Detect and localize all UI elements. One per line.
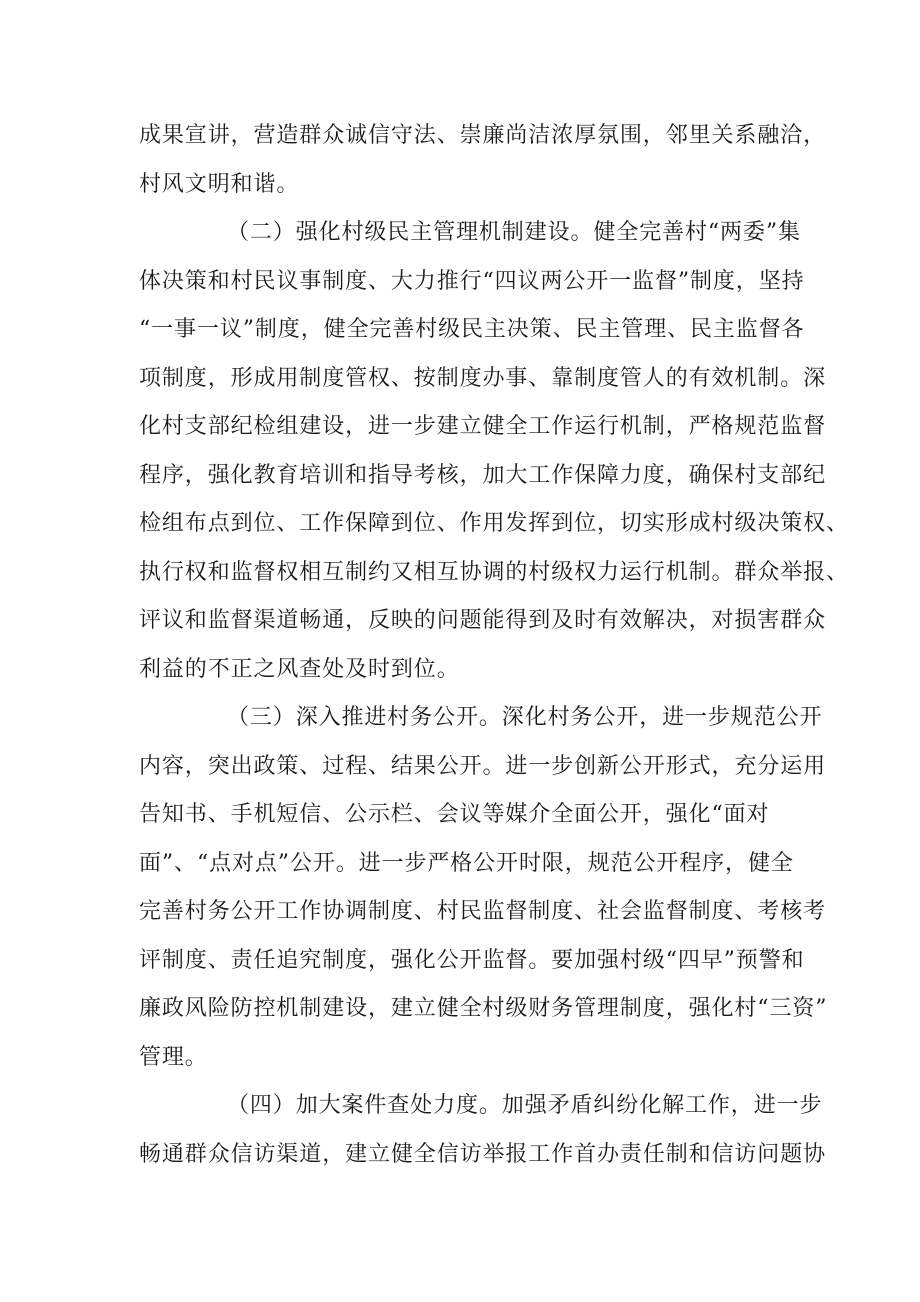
paragraph-line: 完善村务公开工作协调制度、村民监督制度、社会监督制度、考核考 <box>139 899 827 924</box>
paragraph-line: 项制度，形成用制度管权、按制度办事、靠制度管人的有效机制。深 <box>139 365 827 391</box>
paragraph-line: 成果宣讲，营造群众诚信守法、崇廉尚洁浓厚氛围，邻里关系融洽， <box>139 123 827 148</box>
paragraph-line: 化村支部纪检组建设，进一步建立健全工作运行机制，严格规范监督 <box>139 414 827 439</box>
document-body <box>139 112 849 1179</box>
paragraph-line: 畅通群众信访渠道，建立健全信访举报工作首办责任制和信访问题协 <box>139 1141 827 1167</box>
paragraph-line: 告知书、手机短信、公示栏、会议等媒介全面公开，强化“面对 <box>139 802 770 827</box>
paragraph-line: “一事一议”制度，健全完善村级民主决策、民主管理、民主监督各 <box>139 317 805 342</box>
paragraph-line: 体决策和村民议事制度、大力推行“四议两公开一监督”制度，坚持 <box>139 268 805 294</box>
paragraph-line: 廉政风险防控机制建设，建立健全村级财务管理制度，强化村“三资” <box>139 996 828 1021</box>
paragraph-line: 程序，强化教育培训和指导考核，加大工作保障力度，确保村支部纪 <box>139 462 827 488</box>
paragraph-line: 评议和监督渠道畅通，反映的问题能得到及时有效解决，对损害群众 <box>139 608 827 633</box>
section-3-heading-line: （三）深入推进村务公开。深化村务公开，进一步规范公开 <box>227 705 823 730</box>
paragraph-line: 评制度、责任追究制度，强化公开监督。要加强村级“四早”预警和 <box>139 947 805 973</box>
paragraph-line: 管理。 <box>139 1044 208 1070</box>
paragraph-line: 内容，突出政策、过程、结果公开。进一步创新公开形式，充分运用 <box>139 753 827 779</box>
paragraph-line: 执行权和监督权相互制约又相互协调的村级权力运行机制。群众举报、 <box>139 559 849 585</box>
section-2-heading-line: （二）强化村级民主管理机制建设。健全完善村“两委”集 <box>227 220 801 245</box>
section-4-heading-line: （四）加大案件查处力度。加强矛盾纠纷化解工作，进一步 <box>227 1093 823 1118</box>
paragraph-line: 面”、“点对点”公开。进一步严格公开时限，规范公开程序，健全 <box>139 850 794 876</box>
paragraph-line: 利益的不正之风查处及时到位。 <box>139 656 460 682</box>
paragraph-line: 村风文明和谐。 <box>139 171 300 197</box>
paragraph-line: 检组布点到位、工作保障到位、作用发挥到位，切实形成村级决策权、 <box>139 511 849 536</box>
